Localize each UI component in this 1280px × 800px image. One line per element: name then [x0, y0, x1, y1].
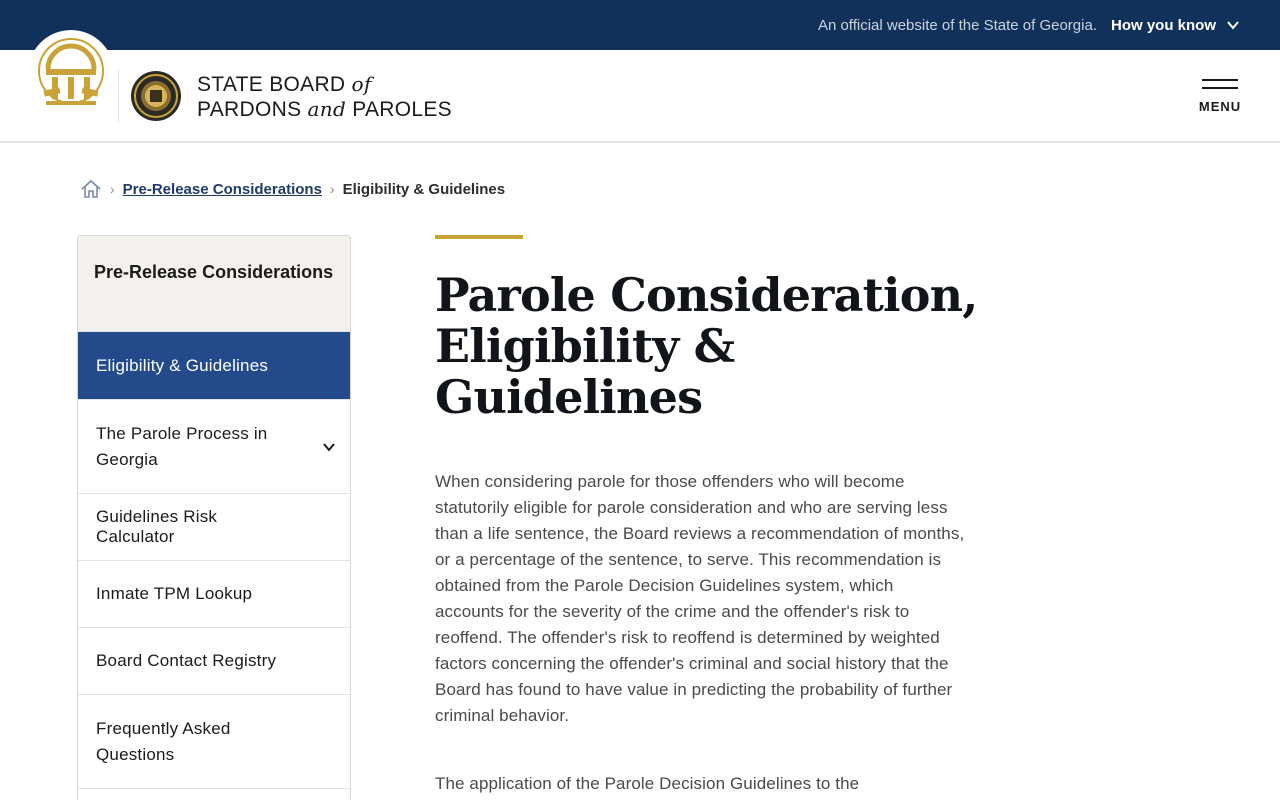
sidebar-item-label: The Parole Process in Georgia — [96, 423, 268, 469]
breadcrumb-current: Eligibility & Guidelines — [342, 180, 506, 198]
georgia-arch-icon — [36, 35, 106, 111]
board-name-of: of — [351, 72, 372, 96]
board-seal-icon[interactable] — [130, 70, 182, 122]
sidebar-item-risk-calculator[interactable] — [78, 494, 350, 561]
board-name-line1 — [197, 72, 452, 97]
sidebar-nav — [77, 235, 351, 800]
sidebar-item-label: Eligibility & Guidelines — [96, 355, 269, 375]
hamburger-icon — [1202, 79, 1238, 81]
site-header — [0, 50, 1280, 143]
board-name-paroles: PAROLES — [352, 98, 452, 121]
georgia-state-seal-icon[interactable] — [28, 30, 114, 116]
board-name-state-board: STATE BOARD — [197, 73, 346, 96]
chevron-down-icon[interactable] — [322, 440, 336, 454]
sidebar-item-eligibility[interactable] — [78, 332, 350, 400]
sidebar-item-label: Guidelines Risk Calculator — [96, 507, 218, 546]
breadcrumb — [80, 178, 505, 200]
breadcrumb-separator-icon: › — [329, 181, 335, 197]
sidebar-item-label: Frequently Asked Questions — [96, 718, 231, 764]
home-icon[interactable] — [80, 178, 102, 200]
board-name-pardons: PARDONS — [197, 98, 302, 121]
sidebar-item-contact-registry[interactable] — [78, 628, 350, 695]
how-you-know-toggle[interactable] — [1111, 17, 1240, 34]
breadcrumb-separator-icon: › — [110, 181, 115, 197]
page-title: Parole Consideration, Eligibility & Guidelines — [435, 268, 978, 424]
official-banner — [0, 0, 1280, 50]
official-site-text: An official website of the State of Georgia. — [817, 16, 1097, 34]
body-paragraph-1: When considering parole for those offenders who will become statutorily eligible for parole consideration and who are serving less than a life sentence, the Board reviews a recommendation of months, or a percentage of the sentence, to serve. This recommendation is obtained from the Parole Decision Guidelines system, which accounts for the severity of the crime and the offender's risk to reoffend. The offender's risk to reoffend is determined by weighted factors concerning the offender's criminal and social history that the Board has found to have value in predicting the probability of further criminal behavior. — [435, 472, 965, 725]
chevron-down-icon — [1226, 18, 1240, 32]
sidebar-item-tpm-lookup[interactable] — [78, 561, 350, 628]
body-paragraph-2: The application of the Parole Decision Guidelines to the — [435, 774, 860, 793]
how-you-know-label: How you know — [1111, 16, 1216, 34]
sidebar-item-label: Board Contact Registry — [96, 651, 277, 670]
board-name-line2 — [197, 97, 452, 122]
menu-label: MENU — [1198, 99, 1242, 114]
sidebar-heading[interactable]: Pre-Release Considerations — [78, 236, 350, 332]
board-name[interactable] — [197, 72, 452, 122]
header-divider — [118, 70, 119, 122]
hamburger-icon-bar — [1202, 87, 1238, 89]
title-accent-rule — [435, 235, 523, 239]
sidebar-item-label: Inmate TPM Lookup — [96, 584, 253, 603]
sidebar-item-faq[interactable] — [78, 695, 350, 789]
board-name-and: and — [307, 97, 347, 121]
sidebar-item-parole-process[interactable] — [78, 400, 350, 494]
menu-button[interactable] — [1199, 79, 1241, 121]
breadcrumb-link-pre-release[interactable]: Pre-Release Considerations — [122, 180, 322, 198]
